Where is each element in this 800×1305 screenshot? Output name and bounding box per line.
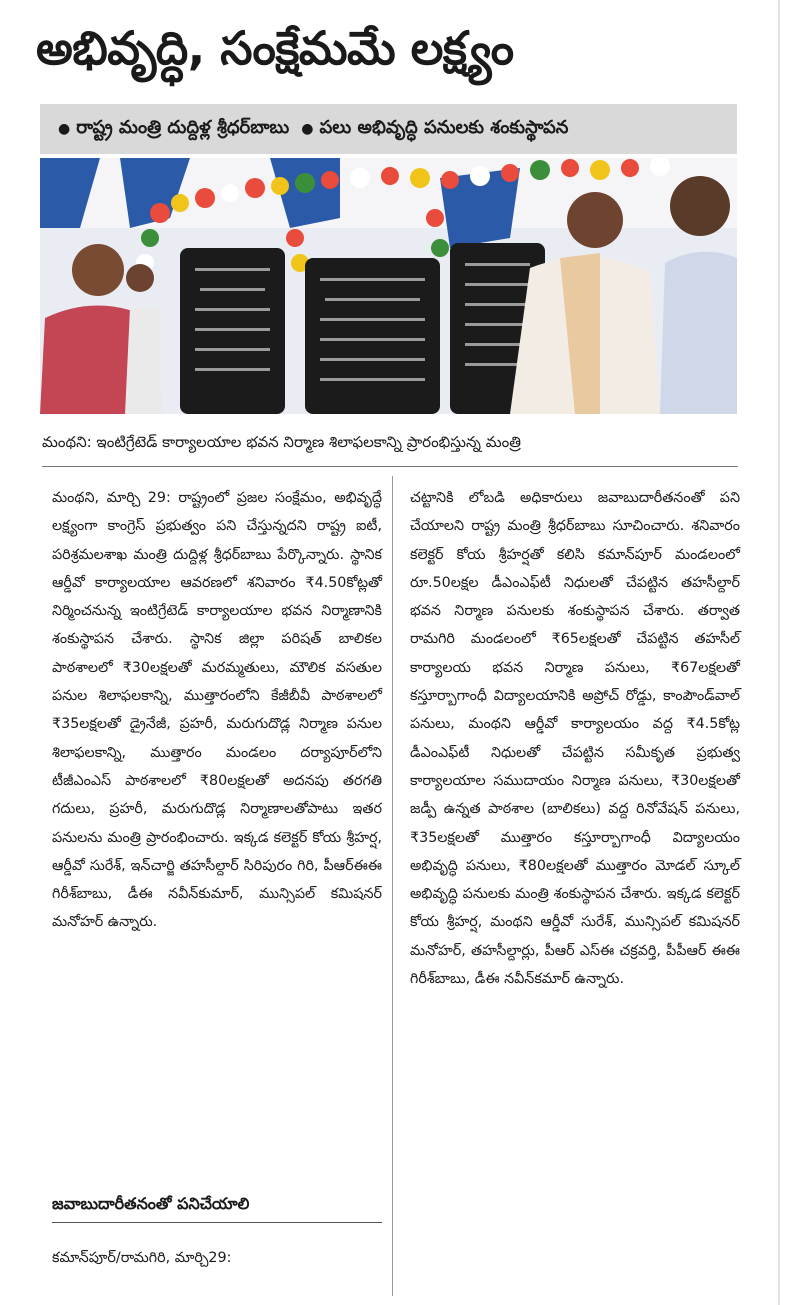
bullet-icon: ● (301, 120, 314, 137)
news-photo (40, 158, 737, 414)
caption-divider (42, 466, 738, 467)
dateline: కమాన్‌పూర్/రామగిరి, మార్చి29: (52, 1250, 232, 1266)
subheading-underline (52, 1222, 382, 1223)
subheadline-item (58, 117, 289, 142)
news-photo-illustration (40, 158, 737, 414)
headline: అభివృద్ధి, సంక్షేమమే లక్ష్యం (36, 21, 514, 75)
column-divider (392, 476, 393, 1296)
article-body-left (52, 484, 382, 937)
page-edge (778, 0, 780, 1305)
photo-caption: మంథని: ఇంటిగ్రేటెడ్ కార్యాలయాల భవన నిర్మాణ శిలాఫలకాన్ని ప్రారంభిస్తున్న మంత్రి (42, 433, 521, 451)
bullet-icon: ● (58, 120, 71, 137)
section-subheading: జవాబుదారీతనంతో పనిచేయాలి (52, 1194, 250, 1213)
body-paragraph: చట్టానికి లోబడి అధికారులు జవాబుదారీతనంతో పని చేయాలని రాష్ట్ర మంత్రి శ్రీధర్‌బాబు సూచించారు. శనివారం కలెక్టర్ కోయ శ్రీహర్షతో కలిసి కమాన్‌పూర్ మండలంలో రూ.50లక్షల డీఎంఎఫ్‌టీ నిధులతో చేపట్టిన తహసీల్దార్ భవన నిర్మాణ పనులకు శంకుస్థాపన చేశారు. తర్వాత రామగిరి మండలంలో ₹65లక్షలతో చేపట్టిన తహసీల్ కార్యాలయ భవన నిర్మాణ పనులు, ₹67లక్షలతో కస్తూర్బాగాంధీ విద్యాలయానికి అప్రోచ్ రోడ్డు, కాంపౌండ్‌వాల్ పనులు, మంథని ఆర్డీవో కార్యాలయం వద్ద ₹4.5కోట్ల డీఎంఎఫ్‌టీ నిధులతో చేపట్టిన సమీకృత ప్రభుత్వ కార్యాలయాల సముదాయం నిర్మాణ పనులు, ₹30లక్షలతో జడ్పీ ఉన్నత పాఠశాల (బాలికలు) వద్ద రినోవేషన్ పనులు, ₹35లక్షలతో ముత్తారం కస్తూర్బాగాంధీ విద్యాలయం అభివృద్ధి పనులు, ₹80లక్షలతో ముత్తారం మోడల్ స్కూల్ అభివృద్ధి పనులకు మంత్రి శంకుస్థాపన చేశారు. ఇక్కడ కలెక్టర్ కోయ శ్రీహర్ష, మంథని ఆర్డీవో సురేశ్, మున్సిపల్ కమిషనర్ మనోహర్, తహసీల్దార్లు, పీఆర్ ఎస్ఈ చక్రవర్తి, పీపీఆర్ ఈఈ గిరీశ్‌బాబు, డీఈ నవీన్‌కమార్ ఉన్నారు. (410, 490, 740, 988)
subheadline-text-2: పలు అభివృద్ధి పనులకు శంకుస్థాపన (319, 116, 569, 138)
subheadline-text-1: రాష్ట్ర మంత్రి దుద్దిళ్ల శ్రీధర్‌బాబు (76, 116, 290, 138)
subheadline-bar (40, 104, 737, 154)
article-body-right (410, 484, 740, 993)
subheadline-item (301, 117, 568, 142)
body-paragraph: మంథని, మార్చి 29: రాష్ట్రంలో ప్రజల సంక్షేమం, అభివృద్ధే లక్ష్యంగా కాంగ్రెస్ ప్రభుత్వం పని చేస్తున్నదని రాష్ట్ర ఐటీ, పరిశ్రమలశాఖ మంత్రి దుద్దిళ్ల శ్రీధర్‌బాబు పేర్కొన్నారు. స్థానిక ఆర్డీవో కార్యాలయాల ఆవరణలో శనివారం ₹4.50కోట్లతో నిర్మించనున్న ఇంటిగ్రేటెడ్ కార్యాలయాల భవన నిర్మాణానికి శంకుస్థాపన చేశారు. స్థానిక జిల్లా పరిషత్ బాలికల పాఠశాలలో ₹30లక్షలతో మరమ్మతులు, మౌలిక వసతుల పనుల శిలాఫలకాన్ని, ముత్తారంలోని కేజీబీవీ పాఠశాలలో ₹35లక్షలతో డ్రైనేజీ, ప్రహరీ, మరుగుదొడ్ల నిర్మాణ పనుల శిలాఫలకాన్ని, ముత్తారం మండలం దర్యాపూర్‌లోని టీజీఎంఎస్ పాఠశాలలో ₹80లక్షలతో అదనపు తరగతి గదులు, ప్రహరీ, మరుగుదొడ్ల నిర్మాణాలతోపాటు ఇతర పనులను మంత్రి ప్రారంభించారు. ఇక్కడ కలెక్టర్ కోయ శ్రీహర్ష, ఆర్డీవో సురేశ్, ఇన్‌చార్జి తహసీల్దార్ సిరిపురం గిరి, పీఆర్ఈఈ గిరీశ్‌బాబు, డీఈ నవీన్‌కుమార్, మున్సిపల్ కమిషనర్ మనోహర్ ఉన్నారు. (52, 490, 382, 931)
